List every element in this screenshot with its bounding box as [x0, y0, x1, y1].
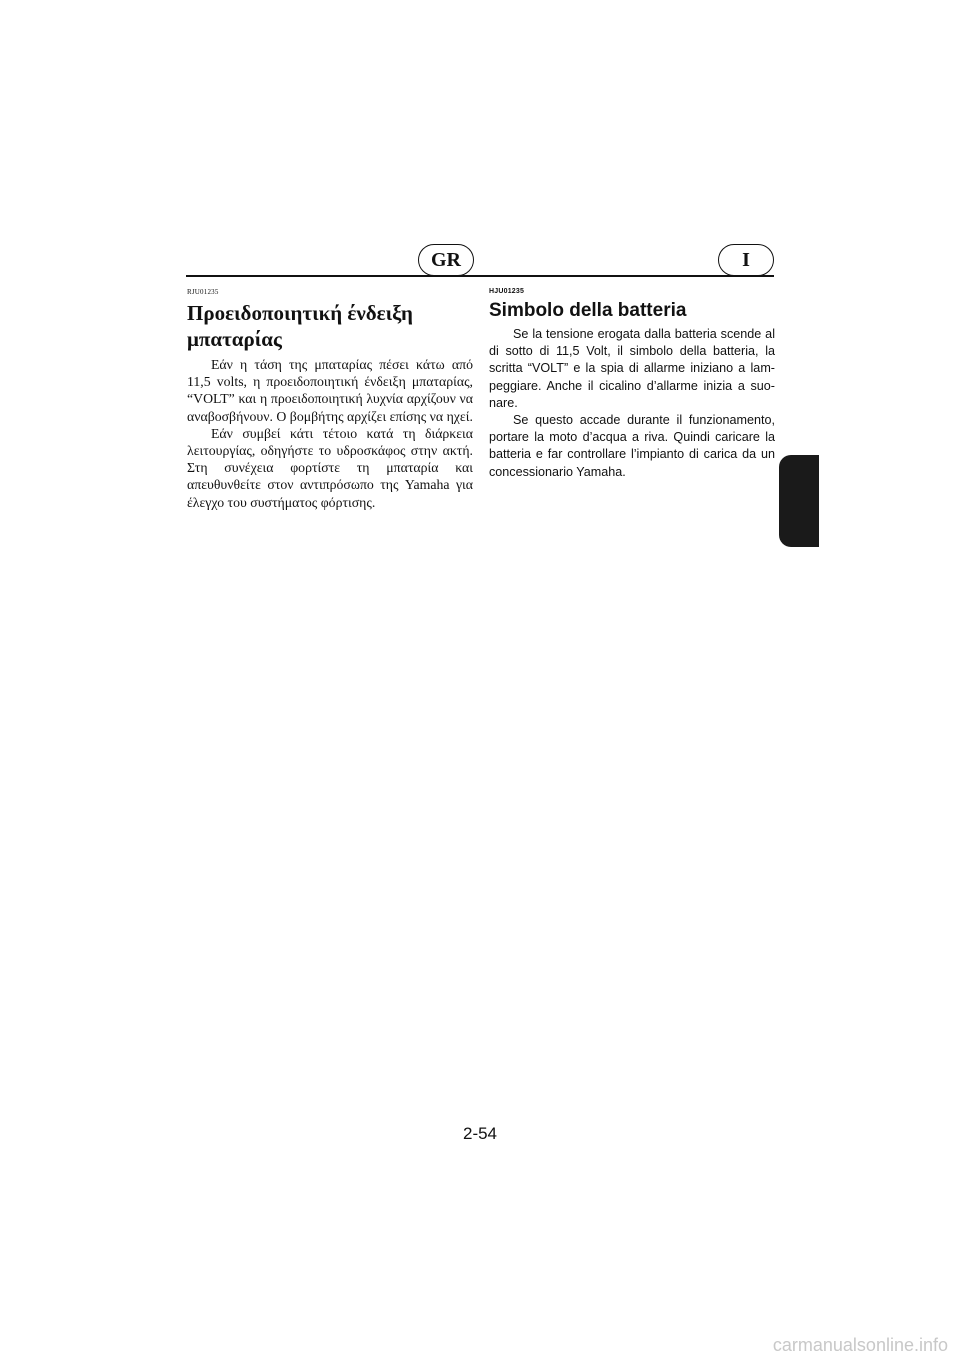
page-number: 2-54	[462, 1124, 498, 1143]
italian-column	[489, 288, 775, 481]
language-badge-gr: GR	[418, 244, 474, 276]
greek-column	[187, 288, 473, 511]
header-rule	[186, 275, 774, 277]
section-code: HJU01235	[489, 288, 525, 295]
section-title: Simbolo della batteria	[489, 300, 687, 321]
body-paragraph: Se la tensione erogata dalla batteria scende al di sotto di 11,5 Volt, il simbolo della batteria, la scritta “VOLT” e la spia di allarme iniziano a lam-peggiare. Anche il cicalino d’allarme inizia a suo-nare.	[489, 327, 775, 410]
body-paragraph: Εάν η τάση της μπαταρίας πέσει κάτω από 11,5 volts, η προειδοποιητική ένδειξη μπαταρίας, “VOLT” και η προειδοποιητική λυχνία αρχίζουν να αναβοσβήνουν. Ο βομβήτης αρχίζει επίσης να ηχεί.	[187, 357, 473, 424]
section-code: RJU01235	[187, 288, 219, 296]
body-paragraph: Εάν συμβεί κάτι τέτοιο κατά τη διάρκεια λειτουργίας, οδηγήστε το υδροσκάφος στην ακτή. Στη συνέχεια φορτίστε τη μπαταρία και απευθυνθείτε στον αντιπρόσωπο της Yamaha για έλεγχο του συστήματος φόρτισης.	[187, 425, 473, 510]
chapter-thumb-tab	[779, 455, 819, 547]
section-title: Προειδοποιητική ένδειξη μπαταρίας	[187, 301, 413, 351]
watermark-text: carmanualsonline.info	[772, 1335, 948, 1355]
body-paragraph: Se questo accade durante il funzionamento, portare la moto d’acqua a riva. Quindi caricare la batteria e far controllare l’impianto di carica da un concessionario Yamaha.	[489, 413, 775, 479]
language-badge-i: I	[718, 244, 774, 276]
